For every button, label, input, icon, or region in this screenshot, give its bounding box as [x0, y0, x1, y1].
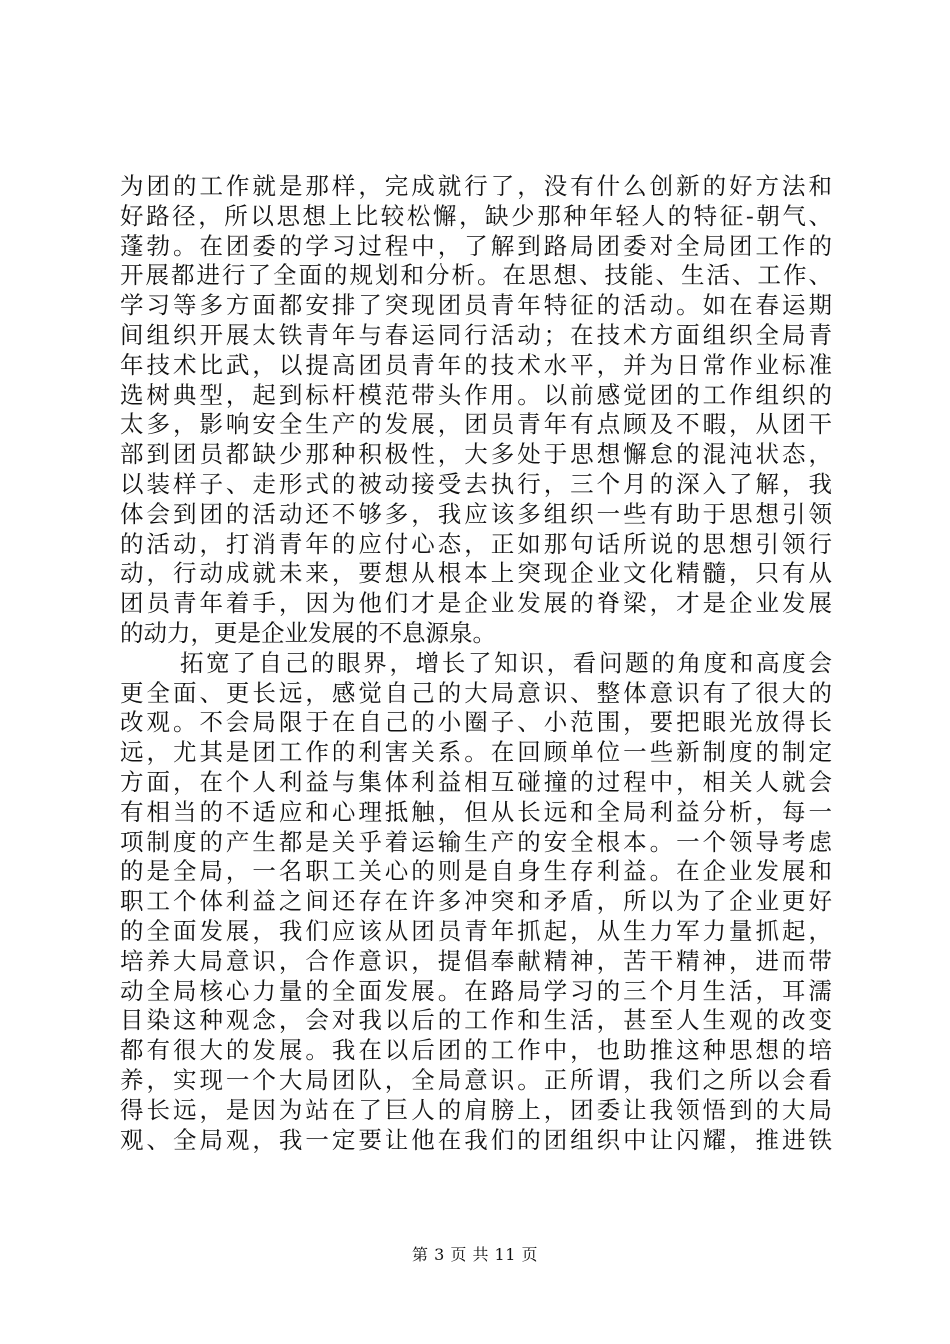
paragraph-first-line: 拓宽了自己的眼界，增长了知识，看问题的角度和高度会 — [180, 648, 832, 677]
text-line: 的动力，更是企业发展的不息源泉。 — [120, 618, 496, 647]
text-line: 养，实现一个大局团队，全局意识。正所谓，我们之所以会看 — [120, 1065, 832, 1094]
text-line: 间组织开展太铁青年与春运同行活动；在技术方面组织全局青 — [120, 320, 832, 349]
text-line: 职工个体利益之间还存在许多冲突和矛盾，所以为了企业更好 — [120, 887, 832, 916]
document-body — [120, 172, 832, 1155]
text-line: 培养大局意识，合作意识，提倡奉献精神，苦干精神，进而带 — [120, 946, 832, 975]
text-line: 选树典型，起到标杆模范带头作用。以前感觉团的工作组织的 — [120, 380, 832, 409]
text-line: 动，行动成就未来，要想从根本上突现企业文化精髓，只有从 — [120, 559, 832, 588]
text-line: 部到团员都缺少那种积极性，大多处于思想懈怠的混沌状态， — [120, 440, 832, 469]
text-line: 蓬勃。在团委的学习过程中，了解到路局团委对全局团工作的 — [120, 231, 832, 260]
text-line: 的是全局，一名职工关心的则是自身生存利益。在企业发展和 — [120, 857, 832, 886]
text-line: 体会到团的活动还不够多，我应该多组织一些有助于思想引领 — [120, 499, 832, 528]
text-line: 的活动，打消青年的应付心态，正如那句话所说的思想引领行 — [120, 529, 832, 558]
text-line: 远，尤其是团工作的利害关系。在回顾单位一些新制度的制定 — [120, 738, 832, 767]
text-line: 目染这种观念，会对我以后的工作和生活，甚至人生观的改变 — [120, 1006, 832, 1035]
text-line: 改观。不会局限于在自己的小圈子、小范围，要把眼光放得长 — [120, 708, 832, 737]
text-line: 年技术比武，以提高团员青年的技术水平，并为日常作业标准 — [120, 350, 832, 379]
text-line: 有相当的不适应和心理抵触，但从长远和全局利益分析，每一 — [120, 797, 832, 826]
text-line: 好路径，所以思想上比较松懈，缺少那种年轻人的特征-朝气、 — [120, 201, 832, 230]
text-line: 以装样子、走形式的被动接受去执行，三个月的深入了解，我 — [120, 469, 832, 498]
text-line: 为团的工作就是那样，完成就行了，没有什么创新的好方法和 — [120, 172, 832, 200]
text-line: 更全面、更长远，感觉自己的大局意识、整体意识有了很大的 — [120, 678, 832, 707]
text-line: 太多，影响安全生产的发展，团员青年有点顾及不暇，从团干 — [120, 410, 832, 439]
text-line: 学习等多方面都安排了突现团员青年特征的活动。如在春运期 — [120, 291, 832, 320]
text-line: 项制度的产生都是关乎着运输生产的安全根本。一个领导考虑 — [120, 827, 832, 856]
text-line: 动全局核心力量的全面发展。在路局学习的三个月生活，耳濡 — [120, 976, 832, 1005]
text-line: 观、全局观，我一定要让他在我们的团组织中让闪耀，推进铁 — [120, 1125, 832, 1154]
text-line: 都有很大的发展。我在以后团的工作中，也助推这种思想的培 — [120, 1036, 832, 1065]
page-number-footer: 第 3 页 共 11 页 — [412, 1245, 538, 1264]
text-line: 开展都进行了全面的规划和分析。在思想、技能、生活、工作、 — [120, 261, 832, 290]
text-line: 的全面发展，我们应该从团员青年抓起，从生力军力量抓起， — [120, 916, 832, 945]
text-line: 团员青年着手，因为他们才是企业发展的脊梁，才是企业发展 — [120, 589, 832, 618]
text-line: 得长远，是因为站在了巨人的肩膀上，团委让我领悟到的大局 — [120, 1095, 832, 1124]
text-line: 方面，在个人利益与集体利益相互碰撞的过程中，相关人就会 — [120, 767, 832, 796]
